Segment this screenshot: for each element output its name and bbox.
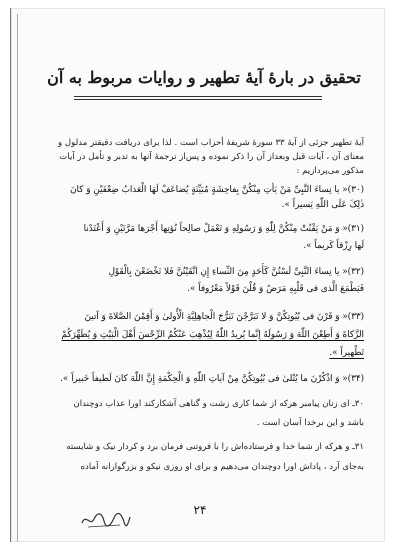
handwritten-signature xyxy=(80,509,132,531)
verse-31-line-1: (۳۱)« وَ مَنْ یَقْنُتْ مِنْکُنَّ لِلّٰهِ وَ رَسُولِهِ وَ تَعْمَلْ صالِحاً نُؤتِها أَجْرَها مَرَّتَیْنِ وَ أَعْتَدْنا xyxy=(83,224,364,234)
verse-30-line-2: ذٰلِکَ عَلَی اللّٰهِ یَسیراً ». xyxy=(281,200,364,210)
title-rule-bottom xyxy=(74,99,322,100)
intro-line-3: مذکور می‌پردازیم : xyxy=(296,166,364,176)
intro-line-2: معنای آن ، آیات قبل وبعداز آن را ذکر نموده و پس‌از ترجمهٔ آنها به تدبر و تأمل در آیات xyxy=(59,152,364,162)
translation-line-3: ۳۱ـ و هرکه از شما خدا و فرستاده‌اش را با فروتنی فرمان برد و کردار نیک و شایسته xyxy=(66,442,364,452)
verse-31-line-2: لَها رِزْقاً کَریماً ». xyxy=(303,241,364,251)
verse-30-line-1: (۳۰)« یا نِساءَ النَّبِیِّ مَنْ یَأتِ مِنْکُنَّ بِفاحِشَةٍ مُبَیِّنَةٍ یُضاعَفْ لَهَا الْعَذابُ ضِعْفَیْنِ وَ کانَ xyxy=(70,185,364,195)
page-number: ۲۴ xyxy=(193,503,207,517)
translation-line-2: باشد و این برخدا آسان است . xyxy=(256,418,364,428)
title-rule-top xyxy=(74,96,322,97)
verse-34-line-1: (۳۴)« وَ اذْکُرْنَ ما یُتْلیٰ فی بُیُوتِکُنَّ مِنْ آیاتِ اللّٰهِ وَ الْحِکْمَةِ إِنَّ اللّٰهَ کانَ لَطیفاً خَبیراً ». xyxy=(60,374,364,384)
translation-line-4: به‌جای آرد ، پاداش اورا دوچندان می‌دهیم و برای او روزی نیکو و بزرگوارانه آماده xyxy=(80,462,364,472)
translation-line-1: ۳۰ـ ای زنان پیامبر هرکه از شما کاری زشت و گناهی آشکارکند اورا عذاب دوچندان xyxy=(73,399,364,409)
page-title: تحقیق در بارهٔ آیهٔ تطهیر و روایات مربوط به آن xyxy=(47,68,361,87)
intro-line-1: آیهٔ تطهیر جزئی از آیهٔ ۳۳ سورهٔ شریفهٔ أحزاب است . لذا برای دریافت دقیقتر مدلول و xyxy=(58,138,364,148)
verse-33-line-1: (۳۳)« وَ قَرْنَ فی بُیُوتِکُنَّ وَ لا تَبَرَّجْنَ تَبَرُّجَ الْجاهِلِیَّةِ الْأُولیٰ وَ أَقِمْنَ الصَّلاةَ وَ آتینَ xyxy=(84,312,364,322)
verse-32-line-1: (۳۲)« یا نِساءَ النَّبِیِّ لَسْتُنَّ کَأَحَدٍ مِنَ النِّساءِ إِنِ اتَّقَیْتُنَّ فَلا تَخْضَعْنَ بِالْقَوْلِ xyxy=(108,267,364,277)
verse-33-line-3: تَطْهیراً ». xyxy=(329,348,364,358)
verse-32-line-2: فَیَطْمَعَ الَّذی فی قَلْبِهِ مَرَضٌ وَ قُلْنَ قَوْلاً مَعْرُوفاً ». xyxy=(187,284,364,294)
verse-33-line-2: الزَّکاةَ وَ أَطِعْنَ اللّٰهَ وَ رَسُولَهُ إِنَّما یُریدُ اللّٰهُ لِیُذْهِبَ عَنْکُمُ الرِّجْسَ أَهْلَ الْبَیْتِ وَ یُطَهِّرَکُمْ xyxy=(61,330,364,340)
